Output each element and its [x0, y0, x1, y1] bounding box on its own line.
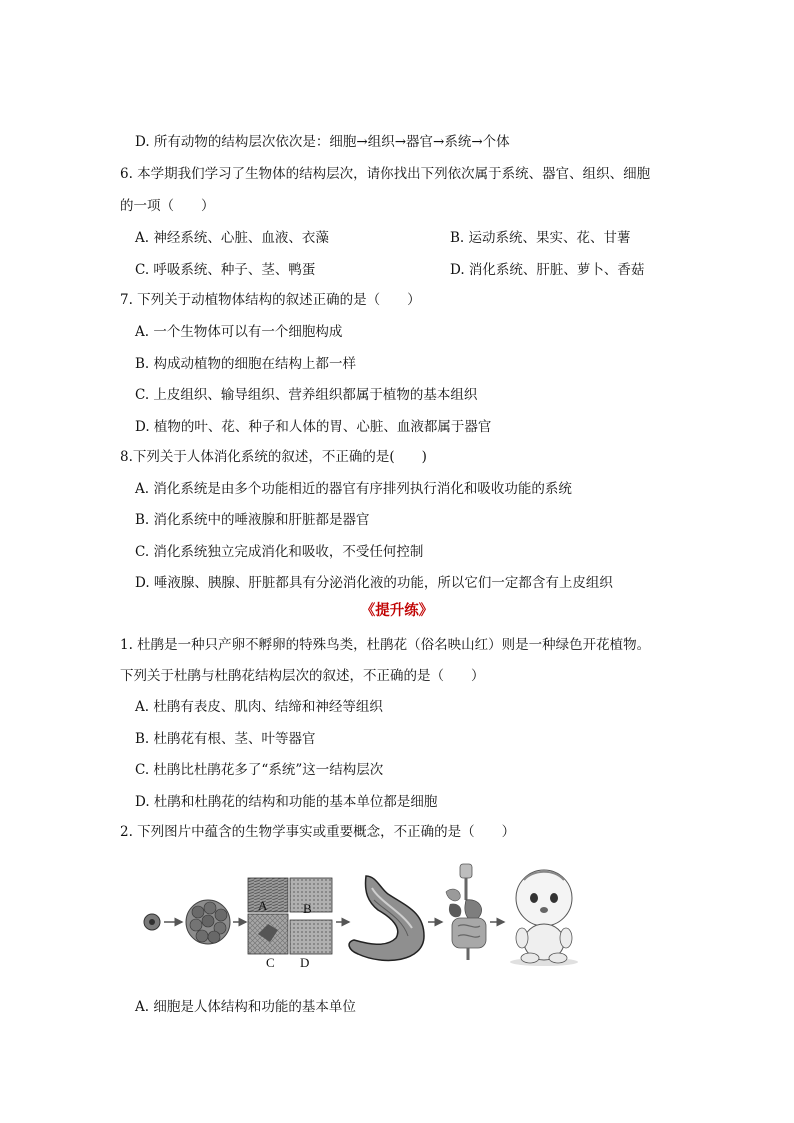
stomach-icon — [349, 876, 424, 960]
q6-option-d: D. 消化系统、肝脏、萝卜、香菇 — [450, 262, 645, 278]
q8-option-b: B. 消化系统中的唾液腺和肝脏都是器官 — [135, 512, 370, 528]
q7-stem: 7. 下列关于动植物体结构的叙述正确的是（ ） — [120, 292, 421, 308]
p2-option-a: A. 细胞是人体结构和功能的基本单位 — [135, 999, 356, 1015]
q5-option-d: D. 所有动物的结构层次依次是：细胞→组织→器官→系统→个体 — [135, 134, 510, 150]
q7-option-d: D. 植物的叶、花、种子和人体的胃、心脏、血液都属于器官 — [135, 419, 492, 435]
development-figure — [140, 858, 580, 973]
p1-stem: 1. 杜鹃是一种只产卵不孵卵的特殊鸟类，杜鹃花（俗名映山红）则是一种绿色开花植物。 — [120, 637, 651, 653]
p1-option-a: A. 杜鹃有表皮、肌肉、结缔和神经等组织 — [135, 699, 383, 715]
cell-cluster-icon — [186, 900, 230, 944]
tissue-label-a: A — [258, 898, 268, 913]
p1-option-d: D. 杜鹃和杜鹃花的结构和功能的基本单位都是细胞 — [135, 794, 438, 810]
tissue-panels — [248, 878, 332, 970]
cell-icon — [144, 914, 160, 930]
tissue-label-d: D — [300, 955, 310, 970]
q8-option-d: D. 唾液腺、胰腺、肝脏都具有分泌消化液的功能，所以它们一定都含有上皮组织 — [135, 575, 613, 591]
q8-option-c: C. 消化系统独立完成消化和吸收，不受任何控制 — [135, 544, 424, 560]
tissue-label-c: C — [266, 955, 275, 970]
tissue-label-b: B — [303, 901, 312, 916]
q6-stem-cont: 的一项（ ） — [120, 198, 215, 214]
p1-option-c: C. 杜鹃比杜鹃花多了“系统”这一结构层次 — [135, 762, 384, 778]
q8-stem: 8.下列关于人体消化系统的叙述，不正确的是( ) — [120, 449, 427, 465]
section-title: 《提升练》 — [360, 602, 434, 619]
q6-option-a: A. 神经系统、心脏、血液、衣藻 — [135, 230, 329, 246]
q8-option-a: A. 消化系统是由多个功能相近的器官有序排列执行消化和吸收功能的系统 — [135, 481, 572, 497]
q6-option-b: B. 运动系统、果实、花、甘薯 — [450, 230, 631, 246]
q6-stem: 6. 本学期我们学习了生物体的结构层次，请你找出下列依次属于系统、器官、组织、细胞 — [120, 166, 651, 182]
p1-option-b: B. 杜鹃花有根、茎、叶等器官 — [135, 731, 316, 747]
q7-option-c: C. 上皮组织、输导组织、营养组织都属于植物的基本组织 — [135, 387, 478, 403]
p2-stem: 2. 下列图片中蕴含的生物学事实或重要概念，不正确的是（ ） — [120, 824, 516, 840]
baby-icon — [510, 870, 578, 966]
q7-option-b: B. 构成动植物的细胞在结构上都一样 — [135, 356, 357, 372]
digestive-system-icon — [446, 864, 486, 960]
q6-option-c: C. 呼吸系统、种子、茎、鸭蛋 — [135, 262, 316, 278]
p1-stem-cont: 下列关于杜鹃与杜鹃花结构层次的叙述，不正确的是（ ） — [120, 668, 485, 684]
q7-option-a: A. 一个生物体可以有一个细胞构成 — [135, 324, 343, 340]
